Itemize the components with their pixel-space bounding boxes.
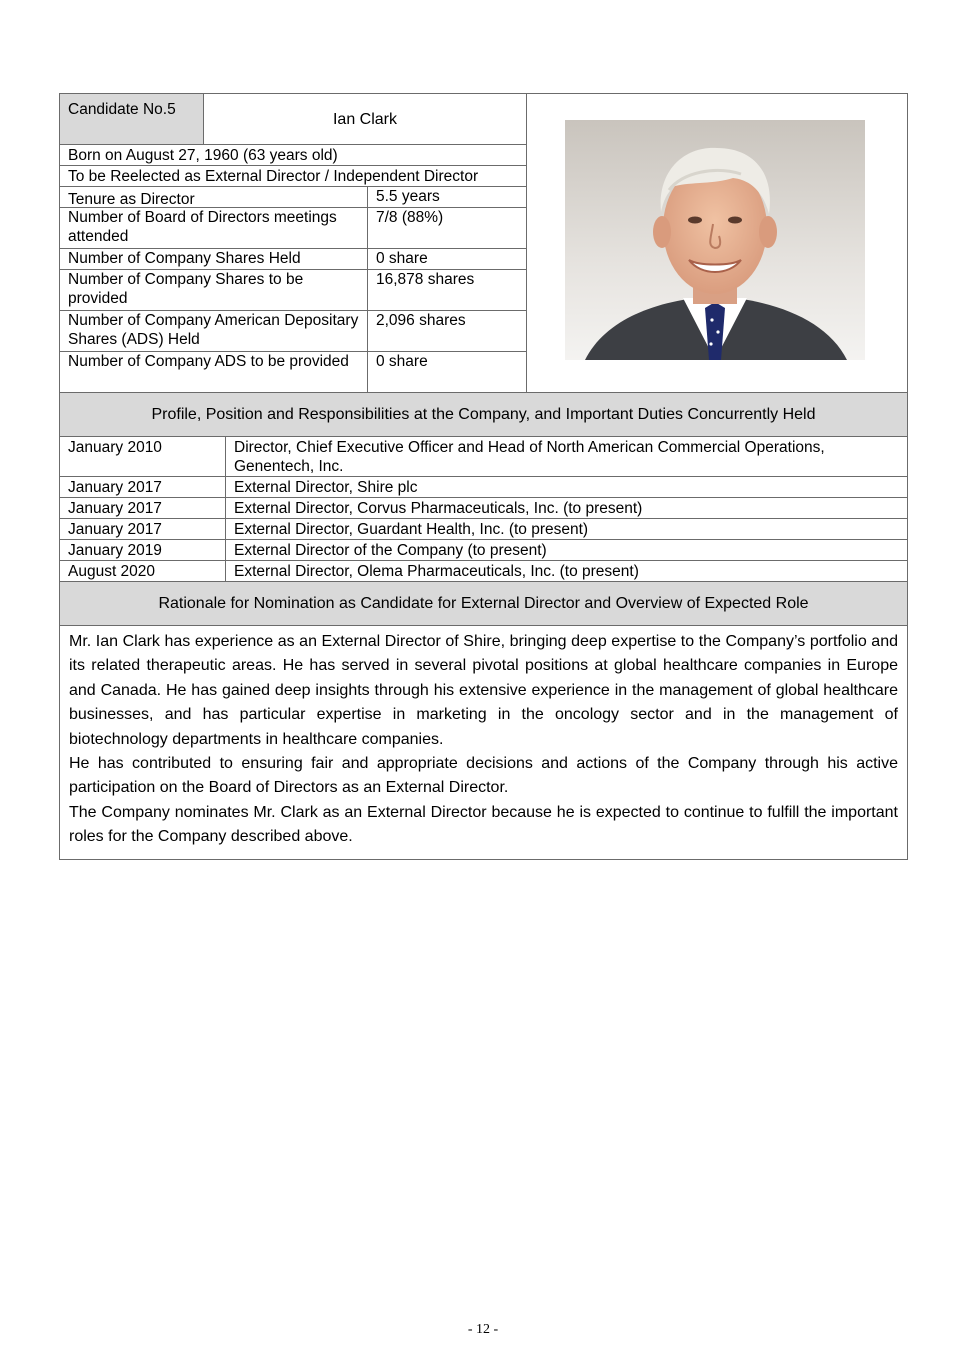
history-row [60,561,907,581]
fact-label: Number of Board of Directors meetings attended [60,208,368,248]
history-description: Director, Chief Executive Officer and Head of North American Commercial Operations, Genentech, Inc. [234,439,825,475]
history-description: External Director, Guardant Health, Inc. (to present) [234,521,589,538]
photo-cell [527,94,907,392]
history-row [60,519,907,540]
candidate-profile-table [59,93,908,860]
candidate-details [60,94,527,392]
history-date: January 2010 [60,437,226,476]
history-date: January 2019 [60,540,226,560]
fact-value: 0 share [376,353,428,370]
fact-value: 5.5 years [376,188,440,205]
fact-value: 7/8 (88%) [376,209,444,226]
candidate-header-row [60,94,526,145]
rationale-paragraph: The Company nominates Mr. Clark as an External Director because he is expected to continue to fulfill the important roles for the Company described above. [69,803,898,846]
fact-value: 2,096 shares [376,312,466,329]
status-row [60,166,526,187]
fact-label: Number of Company Shares Held [60,249,368,269]
fact-row [60,208,526,249]
fact-label: Number of Company American Depositary Shares (ADS) Held [60,311,368,351]
reelection-status: To be Reelected as External Director / Independent Director [68,168,479,185]
history-description: External Director of the Company (to present) [234,542,547,559]
profile-heading: Profile, Position and Responsibilities at the Company, and Important Duties Concurrently Held [60,393,907,437]
history-date: January 2017 [60,477,226,497]
fact-row [60,352,526,392]
fact-value: 16,878 shares [376,271,475,288]
fact-label: Number of Company ADS to be provided [60,352,368,392]
fact-value: 0 share [376,250,428,267]
rationale-paragraph: Mr. Ian Clark has experience as an External Director of Shire, bringing deep expertise to the Company’s portfolio and its related therapeutic areas. He has served in several pivotal positions at global healthcare companies in Europe and Canada. He has gained deep insights through his extensive experience in the management of global healthcare businesses, and has particular expertise in marketing in the oncology sector and in the management of biotechnology departments in healthcare companies. [69,633,898,748]
fact-row [60,311,526,352]
birth-row [60,145,526,166]
birth-info: Born on August 27, 1960 (63 years old) [68,147,338,164]
history-date: August 2020 [60,561,226,581]
history-row [60,437,907,477]
history-description: External Director, Olema Pharmaceuticals, Inc. (to present) [234,563,639,580]
rationale-body [60,626,907,859]
fact-label: Number of Company Shares to be provided [60,270,368,310]
history-date: January 2017 [60,519,226,539]
history-date: January 2017 [60,498,226,518]
candidate-summary [60,94,907,393]
page-number: - 12 - [467,1322,499,1337]
candidate-name: Ian Clark [332,110,398,128]
candidate-portrait [565,120,865,360]
history-row [60,498,907,519]
history-row [60,477,907,498]
candidate-number-label: Candidate No.5 [60,94,204,144]
rationale-paragraph: He has contributed to ensuring fair and appropriate decisions and actions of the Company through his active participation on the Board of Directors as an External Director. [69,755,898,797]
career-history [60,437,907,582]
fact-row [60,249,526,270]
fact-row [60,270,526,311]
rationale-heading: Rationale for Nomination as Candidate for External Director and Overview of Expected Role [60,582,907,626]
fact-row [60,187,526,208]
history-row [60,540,907,561]
history-description: External Director, Shire plc [234,479,418,496]
history-description: External Director, Corvus Pharmaceuticals, Inc. (to present) [234,500,643,517]
fact-label: Tenure as Director [60,187,368,207]
